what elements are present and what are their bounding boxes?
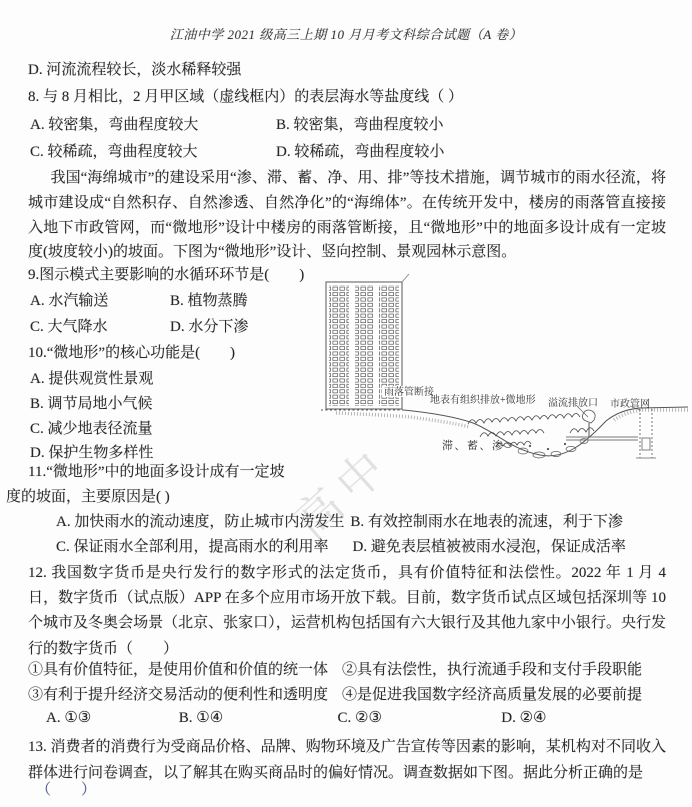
q10-option-c: C. 减少地表径流量 [30,421,153,437]
q8-option-c: C. 较稀疏，弯曲程度较大 [30,144,198,160]
prev-question-option-d: D. 河流流程较长，淡水稀释较强 [28,62,242,78]
q12-item-4: ④是促进我国数字经济高质量发展的必要前提 [342,687,643,703]
q11-option-b: B. 有效控制雨水在地表的流速，利于下渗 [350,514,623,530]
q10-option-d: D. 保护生物多样性 [30,445,154,461]
micro-terrain-diagram [318,270,690,466]
q11-options-row-1 [56,513,623,532]
q8-options-row-2 [30,143,445,162]
q12-answers-row [46,709,546,728]
q8-option-a: A. 较密集，弯曲程度较大 [30,117,199,133]
right-slope-hatch [614,410,688,420]
q12-item-2: ②具有法偿性，执行流通手段和支付手段职能 [342,662,643,678]
q9-options-row-1 [30,292,248,311]
q12-item-3: ③有利于提升经济交易活动的便利性和透明度 [28,687,329,703]
diagram-label-bottom: 滞、蓄、渗 [442,440,505,452]
q9-option-d: D. 水分下渗 [170,319,249,335]
q12-stem: 12. 我国数字货币是央行发行的数字形式的法定货币，具有价值特征和法偿性。2022 年 1 月 4 日，数字货币（试点版）APP 在多个应用市场开放下载。目前，数字货币试点区域包括深圳等 10 个城市及冬奥会场景（北京、张家口），运营机构包括国有六大银行及其他九家中小银行。央行发行的数字货币（ ） [28,565,666,657]
q9-option-c: C. 大气降水 [30,319,108,335]
q8-option-b: B. 较密集，弯曲程度较小 [276,117,444,133]
q8-stem: 8. 与 8 月相比，2 月甲区域（虚线框内）的表层海水等盐度线（ ） [28,89,464,105]
diagram-label-surface: 地表有组织排放+微地形 [430,395,536,406]
q9-option-a: A. 水汽输送 [30,293,109,309]
q9-option-b: B. 植物蒸腾 [170,293,248,309]
q13-stem: 13. 消费者的消费行为受商品价格、品牌、购物环境及广告宣传等因素的影响，某机构对不同收入群体进行问卷调查，以了解其在购买商品时的偏好情况。调查数据如下图。据此分析正确的是 [28,739,666,781]
q8-option-d: D. 较稀疏，弯曲程度较小 [276,144,445,160]
left-slope-hatch [336,413,470,427]
q12-answer-a: A. ①③ [46,710,92,726]
diagram-label-municipal: 市政管网 [610,399,650,410]
q11-stem-line2: 度的坡面，主要原因是( ) [6,489,170,505]
q11-option-c: C. 保证雨水全部利用，提高雨水的利用率 [56,539,329,555]
diagram-label-downpipe: 雨落管断接 [384,387,434,398]
sponge-city-passage: 我国“海绵城市”的建设采用“渗、滞、蓄、净、用、排”等技术措施，调节城市的雨水径流，将城市建设成“自然积存、自然渗透、自然净化”的“海绵体”。在传统开发中，楼房的雨落管直接接入地下市政管网，而“微地形”设计中楼房的雨落管断接，且“微地形”中的地面多设计成有一定坡度(坡度较小)的坡面。下图为“微地形”设计、竖向控制、景观园林示意图。 [28,170,666,261]
q10-option-a: A. 提供观赏性景观 [30,371,154,387]
q12-items-row-2 [28,686,642,705]
q12-answer-d: D. ②④ [501,710,547,726]
q13-answer-paren: （ ） [36,782,97,798]
q11-stem-line1: 11.“微地形”中的地面多设计成有一定坡 [28,464,285,480]
q12-answer-b: B. ①④ [178,710,224,726]
q11-option-a: A. 加快雨水的流动速度，防止城市内涝发生 [56,514,345,530]
q10-option-b: B. 调节局地小气候 [30,396,153,412]
q12-items-row-1 [28,661,642,680]
watermark-text: 高中 [285,435,403,549]
q11-options-row-2 [56,538,626,557]
paper-title: 江油中学 2021 级高三上期 10 月月考文科综合试题（A 卷） [169,27,523,42]
municipal-pipe-icon [636,409,656,458]
diagram-label-overflow: 溢流排放口 [548,398,598,409]
q11-option-d: D. 避免表层植被被雨水浸泡，保证成活率 [352,539,626,555]
q12-item-1: ①具有价值特征，是使用价值和价值的统一体 [28,662,329,678]
q8-options-row-1 [30,116,444,135]
q9-stem: 9.图示模式主要影响的水循环环节是( ) [28,267,305,283]
q10-stem: 10.“微地形”的核心功能是( ) [28,345,236,361]
q9-options-row-2 [30,318,249,337]
basin-stones [504,439,588,458]
q12-answer-c: C. ②③ [337,710,382,726]
